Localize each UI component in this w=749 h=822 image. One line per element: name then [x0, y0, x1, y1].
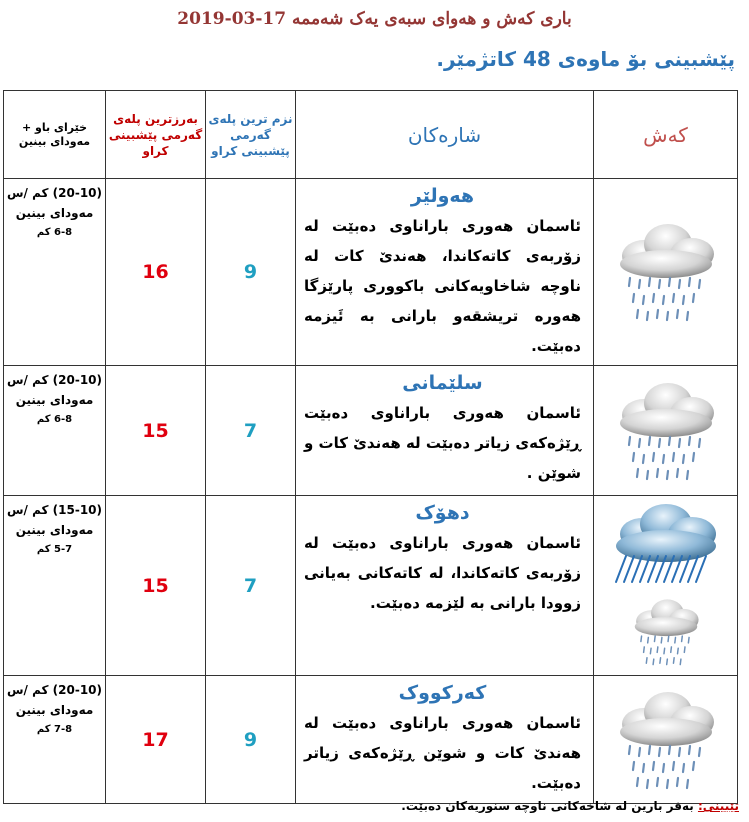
- header-condition: كەش: [594, 91, 738, 179]
- footnote-text: بەفر بارین لە شاخەکانی ناوچە سنوریەکان دەبێت.: [401, 799, 698, 813]
- wind-speed: (15-10) کم /س: [6, 503, 103, 517]
- footnote: [401, 796, 739, 816]
- header-wind: خێرای باو + مەودای بینین: [4, 91, 106, 179]
- rain-cloud-icon: [604, 684, 728, 796]
- page-subtitle: پێشبینی بۆ ماوەی 48 کاتژمێر.: [436, 47, 735, 71]
- rain-cloud-icon: [604, 375, 728, 487]
- max-temp: 17: [106, 676, 206, 804]
- city-name: سلێمانی: [402, 372, 483, 394]
- page-title: باری کەش و هەوای سبەی یەک شەممە 17-03-2019: [177, 9, 572, 29]
- table-row: [4, 366, 738, 496]
- rain-cloud-icon: [610, 594, 722, 670]
- city-cell: [296, 496, 594, 676]
- min-temp: 9: [206, 179, 296, 366]
- wind-speed: (20-10) کم /س: [6, 683, 103, 697]
- max-temp: 15: [106, 366, 206, 496]
- heavy-rain-cloud-icon: [604, 502, 728, 594]
- wind-cell: [4, 496, 106, 676]
- max-temp: 16: [106, 179, 206, 366]
- header-city: شارەكان: [296, 91, 594, 179]
- visibility-label: مەودای بینین: [15, 703, 94, 717]
- condition-cell: [594, 496, 738, 676]
- visibility-value: 6-8 کم: [36, 227, 73, 238]
- header-max-temp: بەرزترین پلەی گەرمی پێشبینی کراو: [106, 91, 206, 179]
- table-row: [4, 496, 738, 676]
- min-temp: 7: [206, 366, 296, 496]
- weather-description: ئاسمان هەوری باراناوی دەبێت لە زۆربەی کاتەکاندا، هەندێ کات لە ناوچە شاخاویەکانی باکووری پارێزگا هەورە تریشقەو بارانی بە ئَیزمە دەبێت.: [304, 217, 581, 355]
- city-cell: [296, 676, 594, 804]
- wind-speed: (20-10) کم /س: [6, 186, 103, 200]
- min-temp: 7: [206, 496, 296, 676]
- forecast-table: [3, 90, 738, 804]
- weather-description: ئاسمان هەوری باراناوی دەبێت ڕێژەکەی زیاتر دەبێت لە هەندێ کات و شوێن .: [303, 404, 581, 482]
- condition-cell: [594, 366, 738, 496]
- table-row: [4, 676, 738, 804]
- city-name: دهۆک: [415, 502, 470, 524]
- wind-cell: [4, 676, 106, 804]
- visibility-value: 7-8 کم: [36, 724, 73, 735]
- city-name: کەرکووک: [398, 682, 487, 704]
- wind-cell: [4, 179, 106, 366]
- visibility-value: 5-7 کم: [36, 544, 73, 555]
- table-row: [4, 179, 738, 366]
- visibility-label: مەودای بینین: [15, 523, 94, 537]
- condition-cell: [594, 179, 738, 366]
- visibility-label: مەودای بینین: [15, 206, 94, 220]
- visibility-value: 6-8 کم: [36, 414, 73, 425]
- condition-cell: [594, 676, 738, 804]
- city-name: هەولێر: [410, 185, 475, 207]
- min-temp: 9: [206, 676, 296, 804]
- weather-description: ئاسمان هەوری باراناوی دەبێت لە هەندێ کات و شوێن ڕێژەکەی زیاتر دەبێت.: [304, 714, 581, 792]
- visibility-label: مەودای بینین: [15, 393, 94, 407]
- header-min-temp: نزم ترین پلەی گەرمی پێشبینی کراو: [206, 91, 296, 179]
- city-cell: [296, 366, 594, 496]
- footnote-label: تێبینی:: [697, 799, 739, 813]
- city-cell: [296, 179, 594, 366]
- wind-speed: (20-10) کم /س: [6, 373, 103, 387]
- rain-cloud-icon: [604, 216, 728, 328]
- wind-cell: [4, 366, 106, 496]
- weather-description: ئاسمان هەوری باراناوی دەبێت لە زۆربەی کاتەکاندا، لە کاتەکانی بەیانی زوودا بارانی بە لێزمە دەبێت.: [304, 534, 581, 612]
- max-temp: 15: [106, 496, 206, 676]
